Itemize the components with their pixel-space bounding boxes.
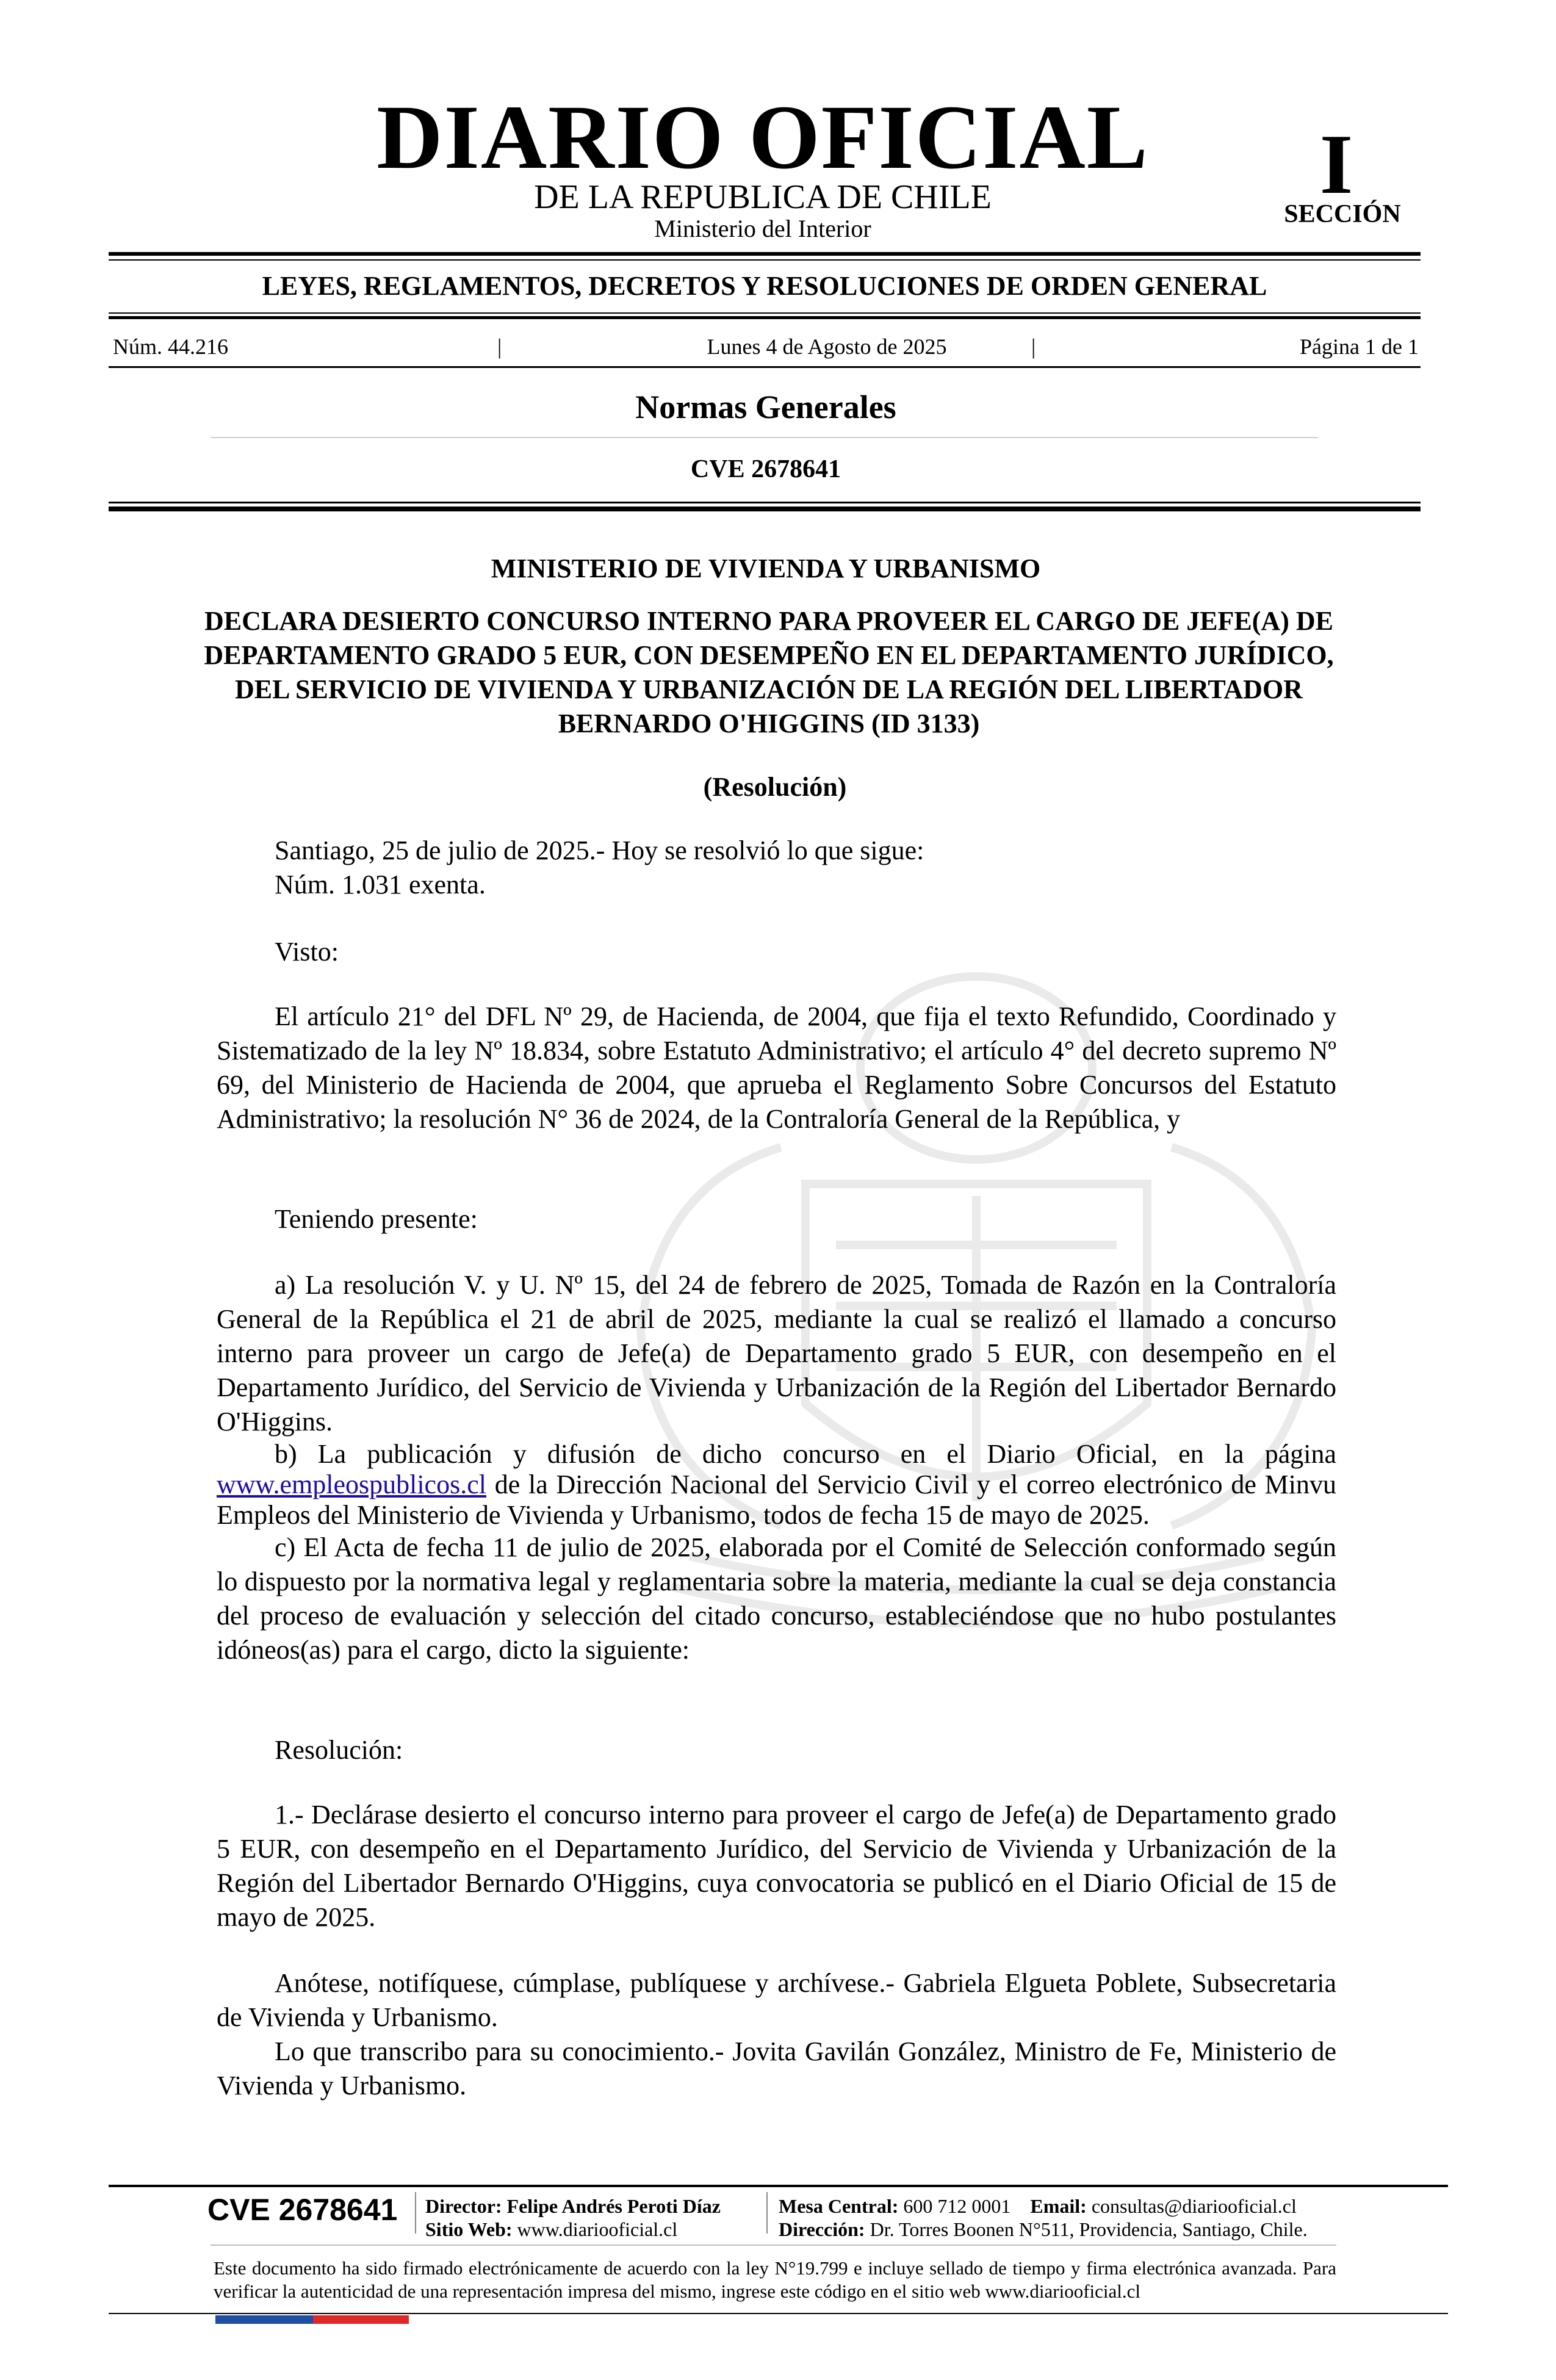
address-label: Dirección: — [779, 2218, 865, 2240]
address-text: Dr. Torres Boonen N°511, Providencia, Santiago, Chile. — [870, 2218, 1308, 2240]
signature-notice: Este documento ha sido firmado electrónicamente de acuerdo con la ley N°19.799 e incluye sellado de tiempo y firma electrónica avanzada. Para verificar la autenticidad de una representación impresa del mismo, ingrese este código en el sitio web www.diariooficial.cl — [214, 2257, 1336, 2302]
laws-banner: LEYES, REGLAMENTOS, DECRETOS Y RESOLUCIONES DE ORDEN GENERAL — [262, 271, 1267, 301]
resolucion-item-1: 1.- Declárase desierto el concurso interno para proveer el cargo de Jefe(a) de Departamento grado 5 EUR, con desempeño en el Departamento Jurídico, del Servicio de Vivienda y Urbanización de la Región del Libertador Bernardo O'Higgins, cuya convocatoria se publicó en el Diario Oficial de 15 de mayo de 2025. — [217, 1800, 1336, 1932]
footer-cve-code: CVE 2678641 — [207, 2193, 398, 2227]
decree-title: DECLARA DESIERTO CONCURSO INTERNO PARA PROVEER EL CARGO DE JEFE(A) DE DEPARTAMENTO GRADO 5 EUR, CON DESEMPEÑO EN EL DEPARTAMENTO JURÍDICO, DEL SERVICIO DE VIVIENDA Y URBANIZACIÓN DE LA REGIÓN DEL LIBERTADOR BERNARDO O'HIGGINS (ID 3133) — [204, 606, 1334, 738]
empleospublicos-link[interactable]: www.empleospublicos.cl — [217, 1469, 486, 1499]
email-address[interactable]: consultas@diariooficial.cl — [1091, 2195, 1297, 2217]
consideration-b — [217, 1439, 1336, 1531]
issue-date: Lunes 4 de Agosto de 2025 — [707, 334, 947, 359]
banner-rule-thin — [109, 312, 1421, 314]
flag-stripe-red — [313, 2315, 409, 2324]
resolution-number: Núm. 1.031 exenta. — [275, 870, 486, 900]
flag-stripe-blue — [215, 2315, 313, 2324]
newspaper-ministry: Ministerio del Interior — [654, 215, 871, 242]
footer-director-column — [425, 2194, 721, 2241]
issue-info-row — [113, 334, 1419, 359]
opening-block — [217, 834, 1336, 902]
newspaper-subtitle: DE LA REPUBLICA DE CHILE — [534, 178, 992, 216]
visto-label: Visto: — [275, 937, 339, 967]
header-rule-thin — [109, 259, 1421, 261]
transcription-note: Lo que transcribo para su conocimiento.- Jovita Gavilán González, Ministro de Fe, Ministerio de Vivienda y Urbanismo. — [217, 2036, 1336, 2101]
header-rule-thick — [109, 252, 1421, 256]
issue-number: Núm. 44.216 — [113, 334, 228, 359]
footer-divider — [415, 2192, 416, 2234]
issue-rule — [109, 366, 1421, 368]
document-type: (Resolución) — [703, 772, 847, 802]
section-label: SECCIÓN — [1284, 200, 1401, 228]
email-label: Email: — [1030, 2195, 1087, 2217]
section-title: Normas Generales — [635, 389, 896, 425]
resolucion-block — [217, 1798, 1336, 1935]
footer-divider — [766, 2192, 768, 2234]
footer-thin-rule — [211, 2245, 1336, 2246]
newspaper-title: DIARIO OFICIAL — [376, 87, 1149, 188]
site-url[interactable]: www.diariooficial.cl — [517, 2218, 678, 2240]
issuing-ministry: MINISTERIO DE VIVIENDA Y URBANISMO — [491, 554, 1041, 583]
resolucion-label: Resolución: — [275, 1735, 403, 1765]
visto-text: El artículo 21° del DFL Nº 29, de Hacienda, de 2004, que fija el texto Refundido, Coordinado y Sistematizado de la ley Nº 18.834, sobre Estatuto Administrativo; el artículo 4° del decreto supremo Nº 69, del Ministerio de Hacienda de 2004, que aprueba el Reglamento Sobre Concursos del Estatuto Administrativo; la resolución N° 36 de 2024, de la Contraloría General de la República, y — [217, 1001, 1336, 1134]
issue-separator: | — [1031, 334, 1036, 359]
mesa-label: Mesa Central: — [779, 2195, 899, 2217]
mesa-phone: 600 712 0001 — [903, 2195, 1011, 2217]
place-date: Santiago, 25 de julio de 2025.- Hoy se resolvió lo que sigue: — [275, 835, 924, 865]
teniendo-label: Teniendo presente: — [275, 1204, 478, 1234]
section-title-rule — [211, 437, 1318, 438]
resolucion-heading-block — [217, 1733, 1336, 1767]
consideration-b-text: b) La publicación y difusión de dicho concurso en el Diario Oficial, en la página — [275, 1439, 1336, 1469]
section-numeral: I — [1319, 117, 1353, 212]
teniendo-heading-block — [217, 1202, 1336, 1236]
consideration-b-text-end: de la Dirección Nacional del Servicio Civil y el correo electrónico de Minvu Empleos del Ministerio de Vivienda y Urbanismo, todos de fecha 15 de mayo de 2025. — [217, 1469, 1336, 1530]
cve-rule-thick — [109, 507, 1421, 511]
cve-code: CVE 2678641 — [690, 455, 841, 483]
closing-formula: Anótese, notifíquese, cúmplase, publíquese y archívese.- Gabriela Elgueta Poblete, Subsecretaria de Vivienda y Urbanismo. — [217, 1968, 1336, 2032]
issue-separator: | — [497, 334, 502, 359]
consideration-c: c) El Acta de fecha 11 de julio de 2025, elaborada por el Comité de Selección conformado según lo dispuesto por la normativa legal y reglamentaria sobre la materia, mediante la cual se deja constancia del proceso de evaluación y selección del citado concurso, estableciéndose que no hubo postulantes idóneos(as) para el cargo, dicto la siguiente: — [217, 1532, 1336, 1665]
banner-rule-thick — [109, 316, 1421, 319]
visto-block — [217, 1000, 1336, 1136]
consideration-a: a) La resolución V. y U. Nº 15, del 24 de febrero de 2025, Tomada de Razón en la Contraloría General de la República el 21 de abril de 2025, mediante la cual se realizó el llamado a concurso interno para proveer un cargo de Jefe(a) de Departamento grado 5 EUR, con desempeño en el Departamento Jurídico, del Servicio de Vivienda y Urbanización de la Región del Libertador Bernardo O'Higgins. — [217, 1270, 1336, 1437]
footer-bottom-rule — [109, 2313, 1448, 2314]
director-name: Felipe Andrés Peroti Díaz — [506, 2195, 721, 2217]
closing-block — [217, 1966, 1336, 2103]
page-number: Página 1 de 1 — [1300, 334, 1419, 359]
considerations-block — [217, 1268, 1336, 1667]
director-label: Director: — [425, 2195, 502, 2217]
site-label: Sitio Web: — [425, 2218, 513, 2240]
cve-rule-thin — [109, 502, 1421, 503]
footer-rule — [109, 2185, 1448, 2187]
footer-contact-column — [779, 2194, 1308, 2241]
visto-heading-block — [217, 935, 1336, 969]
